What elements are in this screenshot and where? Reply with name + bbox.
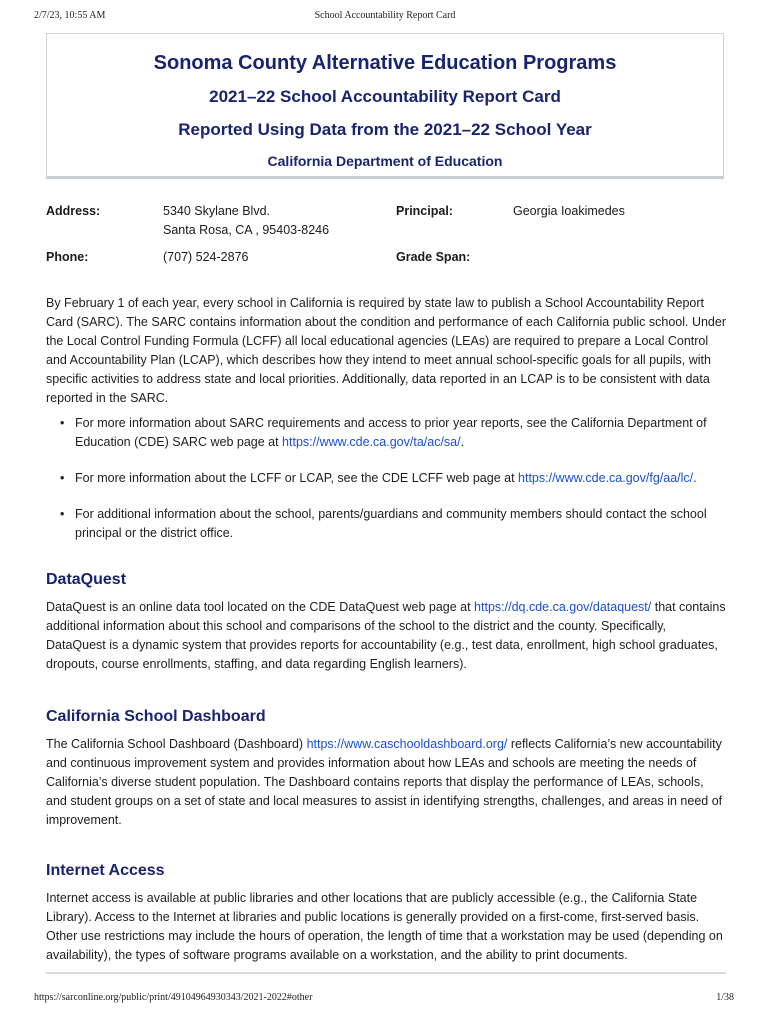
school-name-title: Sonoma County Alternative Education Programs (153, 52, 617, 74)
dashboard-text-after: reflects California’s new accountability and continuous improvement system and provides information about how LEAs and schools are meeting the needs of California’s diverse student population. The Dashboard contains reports that display the performance of LEAs, schools, and student groups on a set of state and local measures to assist in identifying strengths, challenges, and areas in need of improvement. (46, 737, 723, 827)
sarc-web-page-link[interactable]: https://www.cde.ca.gov/ta/ac/sa/ (282, 435, 461, 449)
dataquest-text-before: DataQuest is an online data tool located on the CDE DataQuest web page at (46, 600, 475, 614)
bullet2-period: . (693, 471, 697, 485)
info-bullet-list (58, 414, 728, 543)
list-item (58, 505, 728, 543)
department-line: California Department of Education (267, 153, 503, 169)
bullet2-text: For more information about the LCFF or LCAP, see the CDE LCFF web page at (75, 471, 519, 485)
phone-value: (707) 524-2876 (163, 250, 249, 264)
principal-value: Georgia Ioakimedes (513, 204, 625, 218)
dashboard-heading: California School Dashboard (46, 708, 266, 725)
dataquest-text-after: that contains additional information about this school and comparisons of the school to the district and the county. Specifically, DataQuest is a dynamic system that provides reports for accountability (e.g., test data, enrollment, high school graduates, dropouts, course enrollments, staffing, and data regarding English learners). (46, 600, 726, 671)
caschooldashboard-link[interactable]: https://www.caschooldashboard.org/ (306, 737, 508, 751)
report-title-box (46, 33, 724, 179)
bullet1-text: For more information about SARC requirements and access to prior year reports, see the California Department of Education (CDE) SARC web page at (75, 416, 707, 449)
print-url: https://sarconline.org/public/print/49104964930343/2021-2022#other (34, 992, 313, 1003)
print-title: School Accountability Report Card (314, 10, 456, 21)
list-item (58, 414, 728, 452)
data-year-line: Reported Using Data from the 2021–22 School Year (178, 120, 592, 139)
address-line1: 5340 Skylane Blvd. (163, 204, 271, 218)
address-value (163, 202, 329, 240)
principal-label: Principal: (396, 204, 453, 218)
phone-label: Phone: (46, 250, 89, 264)
internet-access-paragraph: Internet access is available at public libraries and other locations that are publicly accessible (e.g., the California State Library). Access to the Internet at libraries and public locations is generally provided on a first-come, first-served basis. Other use restrictions may include the hours of operation, the length of time that a workstation may be used (depending on availability), the types of software programs available on a workstation, and the ability to print documents. (46, 891, 723, 962)
section-divider (46, 972, 726, 974)
print-header (0, 10, 770, 26)
print-datetime: 2/7/23, 10:55 AM (34, 10, 106, 21)
bullet3-text: For additional information about the school, parents/guardians and community members should contact the school principal or the district office. (75, 507, 707, 540)
lcff-web-page-link[interactable]: https://www.cde.ca.gov/fg/aa/lc/ (518, 471, 694, 485)
dataquest-link[interactable]: https://dq.cde.ca.gov/dataquest/ (474, 600, 652, 614)
grade-span-label: Grade Span: (396, 250, 471, 264)
address-line2: Santa Rosa, CA , 95403-8246 (163, 223, 330, 237)
intro-paragraph: By February 1 of each year, every school in California is required by state law to publish a School Accountability Report Card (SARC). The SARC contains information about the condition and performance of each California public school. Under the Local Control Funding Formula (LCFF) all local educational agencies (LEAs) are required to prepare a Local Control and Accountability Plan (LCAP), which describes how they intend to meet annual school-specific goals for all pupils, with specific activities to address state and local priorities. Additionally, data reported in an LCAP is to be consistent with data reported in the SARC. (46, 296, 726, 405)
internet-access-heading: Internet Access (46, 862, 165, 879)
dashboard-text-before: The California School Dashboard (Dashboard) (46, 737, 307, 751)
dataquest-heading: DataQuest (46, 571, 127, 588)
dataquest-paragraph (46, 598, 726, 674)
address-label: Address: (46, 204, 101, 218)
dashboard-paragraph (46, 735, 726, 830)
list-item (58, 469, 728, 488)
bullet1-period: . (460, 435, 465, 449)
report-subtitle: 2021–22 School Accountability Report Card (209, 87, 561, 106)
print-footer (0, 992, 770, 1008)
page-number: 1/38 (716, 992, 734, 1003)
